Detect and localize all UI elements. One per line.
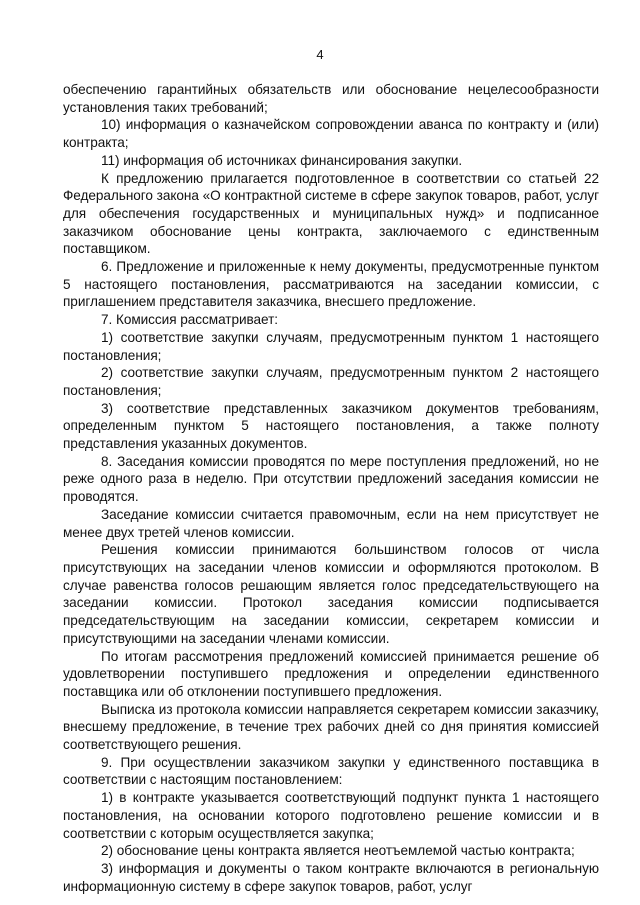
paragraph-section-9-item-1: 1) в контракте указывается соответствующий подпункт пункта 1 настоящего постановления, на основании которого подготовлено решение комиссии и в соответствии с которым осуществляется закупка; xyxy=(63,790,599,841)
paragraph-section-9-item-2: 2) обоснование цены контракта является неотъемлемой частью контракта; xyxy=(101,843,575,859)
paragraph-section-7-item-2: 2) соответствие закупки случаям, предусмотренным пунктом 2 настоящего постановления; xyxy=(63,365,599,398)
paragraph-section-7-item-1: 1) соответствие закупки случаям, предусмотренным пунктом 1 настоящего постановления; xyxy=(63,329,599,363)
paragraph-section-7: 7. Комиссия рассматривает: xyxy=(101,312,278,328)
paragraph-section-7-item-3: 3) соответствие представленных заказчиком документов требованиям, определенным пунктом 5 настоящего постановления, а также полноту представления указанных документов. xyxy=(63,400,599,452)
page-number: 4 xyxy=(316,47,324,62)
paragraph-section-9-item-3: 3) информация и документы о таком контракте включаются в региональную информационную систему в сфере закупок товаров, работ, услуг xyxy=(63,860,599,894)
paragraph-price-justification: К предложению прилагается подготовленное в соответствии со статьей 22 Федерального закона «О контрактной системе в сфере закупок товаров, работ, услуг для обеспечения государственных и муниципальных нужд» и подписанное заказчиком обоснование цены контракта, заключаемого с единственным поставщиком. xyxy=(63,170,599,257)
paragraph-item-11: 11) информация об источниках финансирования закупки. xyxy=(101,152,463,168)
paragraph-quorum: Заседание комиссии считается правомочным, если на нем присутствует не менее двух третей членов комиссии. xyxy=(63,506,599,540)
paragraph-continuation: обеспечению гарантийных обязательств или обоснование нецелесообразности установления таких требований; xyxy=(63,82,599,115)
paragraph-section-9: 9. При осуществлении заказчиком закупки у единственного поставщика в соответствии с настоящим постановлением: xyxy=(63,754,599,788)
paragraph-section-8: 8. Заседания комиссии проводятся по мере поступления предложений, но не реже одного раза в неделю. При отсутствии предложений заседания комиссии не проводятся. xyxy=(63,453,599,505)
paragraph-section-6: 6. Предложение и приложенные к нему документы, предусмотренные пунктом 5 настоящего постановления, рассматриваются на заседании комиссии, с приглашением представителя заказчика, внесшего предложение. xyxy=(63,259,599,310)
paragraph-protocol-extract: Выписка из протокола комиссии направляется секретарем комиссии заказчику, внесшему предложение, в течение трех рабочих дней со дня принятия комиссией соответствующего решения. xyxy=(63,701,599,753)
paragraph-review-results: По итогам рассмотрения предложений комиссией принимается решение об удовлетворении поступившего предложения и определении единственного поставщика или об отклонении поступившего предложения. xyxy=(63,648,599,699)
paragraph-decisions: Решения комиссии принимаются большинством голосов от числа присутствующих на заседании членов комиссии и оформляются протоколом. В случае равенства голосов решающим является голос председательствующего на заседании комиссии. Протокол заседания комиссии подписывается председательствующим на заседании комиссии, секретарем комиссии и присутствующими на заседании членами комиссии. xyxy=(63,542,599,646)
document-body xyxy=(63,81,599,895)
paragraph-item-10: 10) информация о казначейском сопровождении аванса по контракту и (или) контракта; xyxy=(63,117,599,151)
